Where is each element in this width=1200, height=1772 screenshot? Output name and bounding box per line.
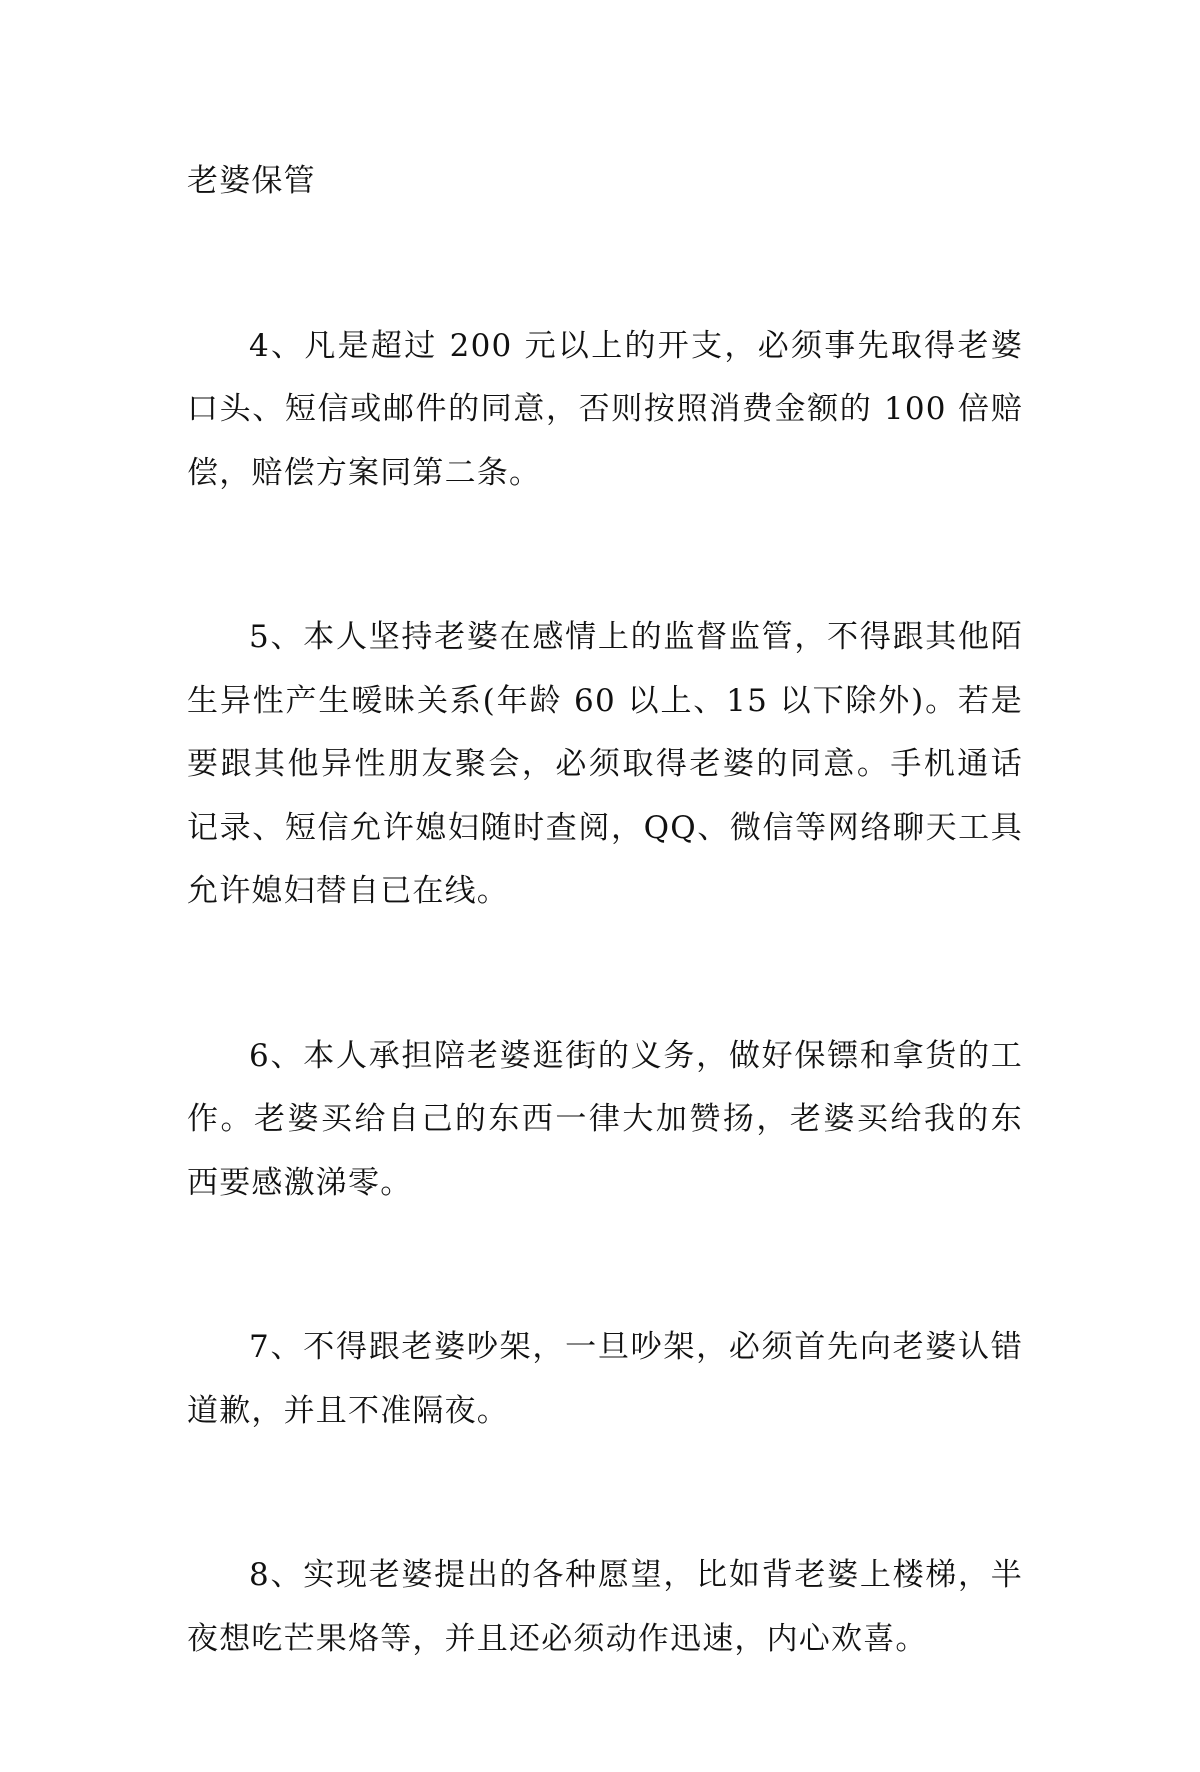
paragraph-item-6: 6、本人承担陪老婆逛街的义务，做好保镖和拿货的工作。老婆买给自己的东西一律大加赞扬，老婆买给我的东西要感激涕零。	[187, 1037, 1023, 1201]
paragraph-item-4: 4、凡是超过 200 元以上的开支，必须事先取得老婆口头、短信或邮件的同意，否则按照消费金额的 100 倍赔偿，赔偿方案同第二条。	[187, 327, 1023, 491]
paragraph-item-5: 5、本人坚持老婆在感情上的监督监管，不得跟其他陌生异性产生暧昧关系(年龄 60 以上、15 以下除外)。若是要跟其他异性朋友聚会，必须取得老婆的同意。手机通话记录、短信允许媳妇随时查阅，QQ、微信等网络聊天工具允许媳妇替自已在线。	[187, 619, 1023, 909]
document-body	[187, 150, 1023, 1772]
paragraph-item-7: 7、不得跟老婆吵架，一旦吵架，必须首先向老婆认错道歉，并且不准隔夜。	[187, 1329, 1023, 1429]
paragraph-item-8: 8、实现老婆提出的各种愿望，比如背老婆上楼梯，半夜想吃芒果烙等，并且还必须动作迅速，内心欢喜。	[187, 1557, 1023, 1657]
paragraph-continuation: 老婆保管	[187, 163, 316, 199]
